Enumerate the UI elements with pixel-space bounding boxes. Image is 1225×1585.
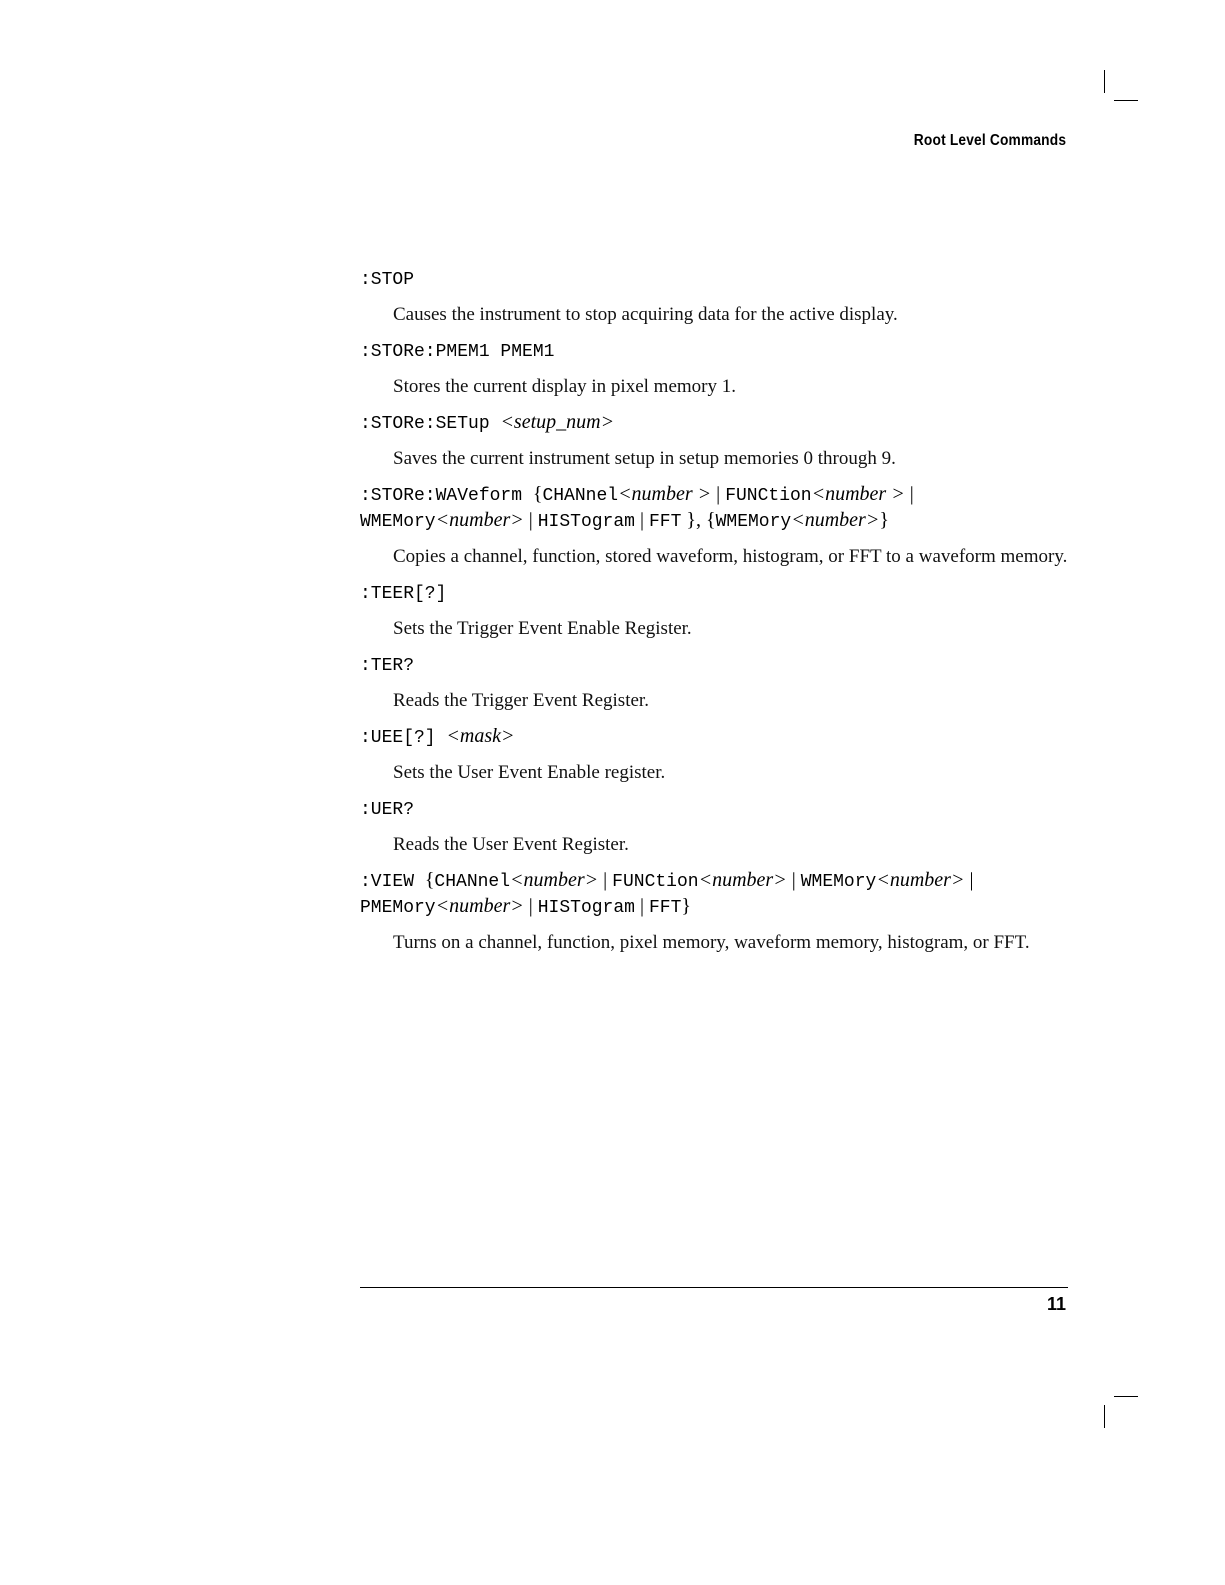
entry-spacer [360,399,1068,410]
footer-rule [360,1287,1068,1288]
command-parameter: <mask> [446,725,515,747]
command-keyword: :VIEW [360,872,425,892]
command-syntax-line2 [360,894,1068,920]
entry-spacer [360,713,1068,724]
command-keyword: CHANnel [542,486,619,506]
command-separator: }, { [681,509,716,531]
command-description: Reads the User Event Register. [393,834,629,855]
command-description: Sets the Trigger Event Enable Register. [393,618,692,639]
command-keyword: :UER? [360,800,415,820]
command-syntax-line1 [360,652,1068,678]
command-parameter: <number> [510,869,599,891]
command-description: Turns on a channel, function, pixel memory, waveform memory, histogram, or FFT. [393,932,1030,953]
command-entry [360,724,1068,796]
crop-mark-top-horizontal [1114,100,1138,101]
page-number: 11 [1046,1294,1066,1314]
command-entry [360,796,1068,868]
command-syntax-line1 [360,338,1068,364]
command-entry [360,482,1068,580]
command-list [360,266,1068,955]
command-keyword: PMEMory [360,898,436,918]
command-keyword: :UEE[?] [360,728,447,748]
command-parameter: <number> [876,869,965,891]
command-syntax-line1 [360,410,1068,436]
command-separator: | [598,869,613,891]
command-separator: | [964,869,974,891]
command-keyword: FFT [648,898,682,918]
command-keyword: FUNCtion [612,872,699,892]
command-syntax-line1 [360,724,1068,750]
command-syntax-line1 [360,482,1068,508]
command-description: Causes the instrument to stop acquiring data for the active display. [393,304,898,325]
command-separator: } [879,509,889,531]
entry-spacer [360,857,1068,868]
command-keyword: :TER? [360,656,415,676]
crop-mark-top-vertical [1104,70,1105,93]
command-parameter: <number> [791,509,880,531]
command-entry [360,266,1068,338]
command-description: Sets the User Event Enable register. [393,762,666,783]
command-keyword: :STOP [360,270,415,290]
command-separator: { [532,483,543,505]
command-keyword: :STORe:WAVeform [360,486,533,506]
command-syntax-line1 [360,868,1068,894]
command-parameter: <setup_num> [500,411,615,433]
command-syntax-line1 [360,266,1068,292]
crop-mark-bottom-horizontal [1114,1396,1138,1397]
command-keyword: CHANnel [434,872,511,892]
command-description: Reads the Trigger Event Register. [393,690,649,711]
command-entry [360,338,1068,410]
command-keyword: :TEER[?] [360,584,447,604]
running-head-section-title: Root Level Commands [913,132,1066,149]
command-separator: { [424,869,435,891]
entry-spacer [360,569,1068,580]
command-syntax-line1 [360,796,1068,822]
command-entry [360,580,1068,652]
command-separator: } [681,895,691,917]
command-separator: | [904,483,914,505]
command-parameter: <number> [435,895,524,917]
command-keyword: :STORe:SETup [360,414,501,434]
entry-spacer [360,471,1068,482]
command-keyword: WMEMory [715,512,792,532]
crop-mark-bottom-vertical [1104,1405,1105,1428]
command-separator: | [523,895,538,917]
command-keyword: WMEMory [360,512,436,532]
command-parameter: <number > [618,483,712,505]
command-keyword: WMEMory [800,872,877,892]
command-separator: | [786,869,801,891]
command-keyword: HISTogram [537,512,635,532]
command-separator: | [523,509,538,531]
command-keyword: :STORe:PMEM1 PMEM1 [360,342,555,362]
command-entry [360,652,1068,724]
command-entry [360,868,1068,955]
command-separator: | [711,483,726,505]
command-separator: | [634,509,649,531]
command-keyword: HISTogram [537,898,635,918]
command-description: Saves the current instrument setup in setup memories 0 through 9. [393,448,896,469]
entry-spacer [360,327,1068,338]
entry-spacer [360,641,1068,652]
command-keyword: FFT [648,512,682,532]
command-parameter: <number> [698,869,787,891]
command-description: Stores the current display in pixel memory 1. [393,376,736,397]
command-parameter: <number > [811,483,905,505]
command-entry [360,410,1068,482]
command-syntax-line1 [360,580,1068,606]
command-description: Copies a channel, function, stored waveform, histogram, or FFT to a waveform memory. [393,546,1068,567]
entry-spacer [360,785,1068,796]
command-keyword: FUNCtion [725,486,812,506]
command-syntax-line2 [360,508,1068,534]
command-separator: | [634,895,649,917]
command-parameter: <number> [435,509,524,531]
